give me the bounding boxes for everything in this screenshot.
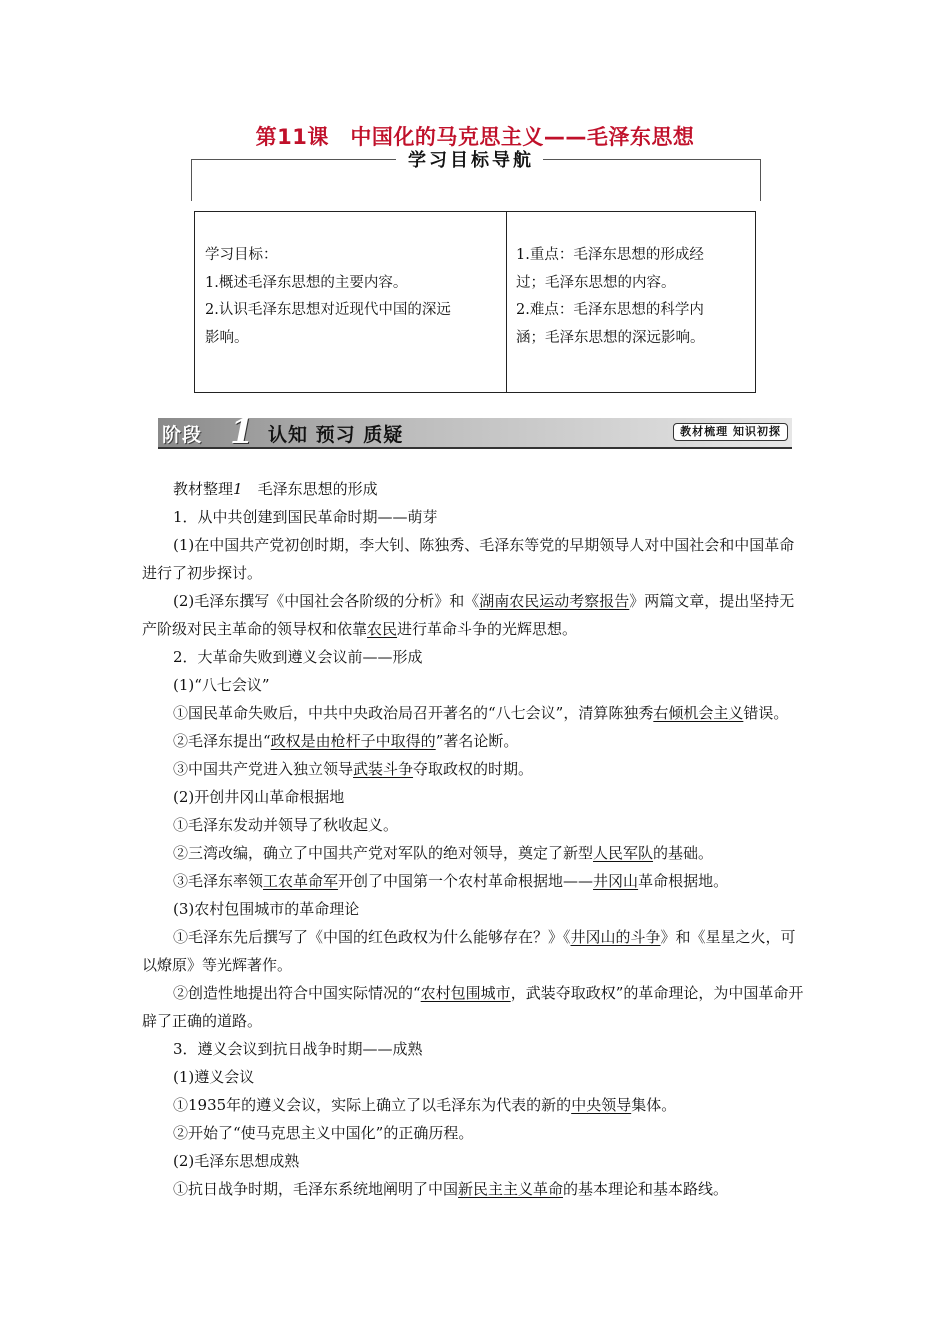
key-term: 井冈山: [593, 872, 639, 890]
paragraph: (1)在中国共产党初创时期，李大钊、陈独秀、毛泽东等党的早期领导人对中国社会和中国革命进行了初步探讨。: [142, 536, 795, 582]
key-term: 工农革命军: [263, 872, 339, 890]
goal-line: 2.认识毛泽东思想对近现代中国的深远: [205, 302, 451, 318]
paragraph: ①毛泽东先后撰写了《中国的红色政权为什么能够存在？》《井冈山的斗争》和《星星之火，可以燎原》等光辉著作。: [142, 928, 796, 974]
stage-tag-badge: 教材梳理 知识初探: [673, 423, 788, 441]
subsection-title: 3．遵义会议到抗日战争时期——成熟: [173, 1040, 423, 1058]
key-term: 中央领导: [571, 1096, 632, 1114]
stage-title: 认知 预习 质疑: [268, 424, 404, 446]
paragraph: ①国民革命失败后，中共中央政治局召开著名的“八七会议”，清算陈独秀右倾机会主义错误。: [173, 704, 789, 722]
paragraph: ①抗日战争时期，毛泽东系统地阐明了中国新民主主义革命的基本理论和基本路线。: [173, 1180, 729, 1198]
study-guide-label: 学习目标导航: [408, 150, 534, 171]
paragraph: ①1935年的遵义会议，实际上确立了以毛泽东为代表的新的中央领导集体。: [173, 1096, 677, 1114]
item-heading: (1)“八七会议”: [173, 676, 270, 694]
item-heading: (2)毛泽东思想成熟: [173, 1152, 300, 1170]
section-heading: 教材整理1 毛泽东思想的形成: [173, 480, 378, 498]
guide-rule-right: [543, 159, 761, 160]
paragraph: ②三湾改编，确立了中国共产党对军队的绝对领导，奠定了新型人民军队的基础。: [173, 844, 714, 862]
key-term: 湖南农民运动考察报告: [479, 592, 630, 610]
goal-line: 学习目标：: [205, 247, 278, 263]
subsection-title: 2．大革命失败到遵义会议前——形成: [173, 648, 423, 666]
lesson-content: [142, 475, 808, 1203]
key-term: 政权是由枪杆子中取得的: [270, 732, 436, 750]
stage-number: 1: [230, 412, 254, 452]
stage-word: 阶段: [162, 424, 203, 446]
subsection-title: 1．从中共创建到国民革命时期——萌芽: [173, 508, 438, 526]
key-term: 井冈山的斗争: [570, 928, 661, 946]
paragraph: ③中国共产党进入独立领导武装斗争夺取政权的时期。: [173, 760, 534, 778]
guide-rule-left: [191, 159, 396, 160]
key-points-cell: [507, 212, 755, 392]
paragraph: ②创造性地提出符合中国实际情况的“农村包围城市，武装夺取政权”的革命理论，为中国革命开辟了正确的道路。: [142, 984, 804, 1030]
key-point-line: 1.重点：毛泽东思想的形成经: [516, 247, 704, 263]
key-term: 农村包围城市: [420, 984, 511, 1002]
paragraph: ③毛泽东率领工农革命军开创了中国第一个农村革命根据地——井冈山革命根据地。: [173, 872, 729, 890]
key-term: 右倾机会主义: [653, 704, 744, 722]
key-point-line: 涵；毛泽东思想的深远影响。: [516, 329, 705, 346]
paragraph: ②毛泽东提出“政权是由枪杆子中取得的”著名论断。: [173, 732, 519, 750]
learning-goals-table: [194, 211, 756, 393]
stage-banner: [158, 412, 792, 452]
learning-goals-cell: [195, 212, 507, 392]
paragraph: ①毛泽东发动并领导了秋收起义。: [173, 816, 399, 834]
key-term: 新民主主义革命: [458, 1180, 564, 1198]
key-term: 人民军队: [593, 844, 654, 862]
item-heading: (1)遵义会议: [173, 1068, 255, 1086]
item-heading: (2)开创井冈山革命根据地: [173, 788, 345, 806]
lesson-title: 第11课 中国化的马克思主义——毛泽东思想: [255, 125, 695, 149]
key-term: 农民: [367, 620, 398, 638]
item-heading: (3)农村包围城市的革命理论: [173, 900, 360, 918]
key-point-line: 过；毛泽东思想的内容。: [516, 274, 676, 291]
study-guide-header: [191, 150, 761, 203]
key-term: 武装斗争: [353, 760, 414, 778]
paragraph: ②开始了“使马克思主义中国化”的正确历程。: [173, 1124, 474, 1142]
guide-tick-right: [760, 159, 761, 201]
goal-line: 影响。: [205, 329, 249, 346]
goal-line: 1.概述毛泽东思想的主要内容。: [205, 274, 408, 291]
guide-tick-left: [191, 159, 192, 201]
paragraph: (2)毛泽东撰写《中国社会各阶级的分析》和《湖南农民运动考察报告》两篇文章，提出坚持无产阶级对民主革命的领导权和依靠农民进行革命斗争的光辉思想。: [142, 592, 795, 638]
key-point-line: 2.难点：毛泽东思想的科学内: [516, 302, 704, 318]
